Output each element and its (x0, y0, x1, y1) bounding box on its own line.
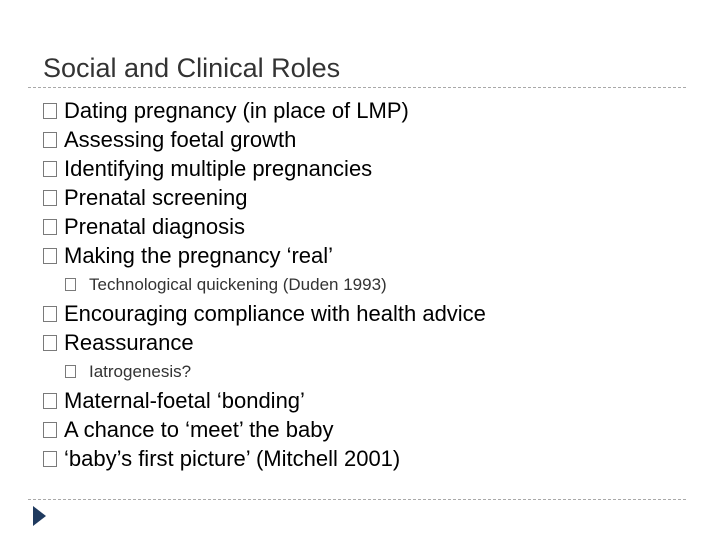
sub-bullet-box-icon (65, 365, 76, 378)
bullet-item (43, 415, 486, 444)
bullet-box-icon (43, 335, 57, 351)
bullet-text: Identifying multiple pregnancies (64, 155, 373, 181)
slide-title: Social and Clinical Roles (43, 53, 341, 83)
bullet-item (43, 154, 486, 183)
bullet-box-icon (43, 132, 57, 148)
bullet-text: A chance to ‘meet’ the baby (64, 416, 334, 442)
bullet-text: ‘baby’s first picture’ (Mitchell 2001) (64, 445, 401, 471)
bullet-item (43, 299, 486, 328)
sub-bullet-text: Iatrogenesis? (89, 361, 192, 381)
bullet-box-icon (43, 219, 57, 235)
bullet-text: Making the pregnancy ‘real’ (64, 242, 334, 268)
bullet-box-icon (43, 190, 57, 206)
footer-divider (28, 499, 686, 500)
bullet-box-icon (43, 393, 57, 409)
bullet-box-icon (43, 103, 57, 119)
play-arrow-icon[interactable] (33, 506, 46, 526)
sub-bullet-text: Technological quickening (Duden 1993) (89, 274, 387, 294)
sub-bullet-item (43, 270, 486, 299)
bullet-item (43, 96, 486, 125)
bullet-box-icon (43, 161, 57, 177)
bullet-item (43, 444, 486, 473)
bullet-item (43, 328, 486, 357)
bullet-text: Prenatal diagnosis (64, 213, 246, 239)
bullet-text: Prenatal screening (64, 184, 248, 210)
bullet-box-icon (43, 451, 57, 467)
sub-bullet-item (43, 357, 486, 386)
sub-bullet-box-icon (65, 278, 76, 291)
bullet-item (43, 241, 486, 270)
bullet-list (43, 96, 486, 473)
bullet-text: Dating pregnancy (in place of LMP) (64, 97, 409, 123)
bullet-text: Reassurance (64, 329, 194, 355)
bullet-item (43, 212, 486, 241)
bullet-box-icon (43, 306, 57, 322)
bullet-item (43, 125, 486, 154)
bullet-box-icon (43, 422, 57, 438)
bullet-box-icon (43, 248, 57, 264)
bullet-item (43, 183, 486, 212)
bullet-text: Maternal-foetal ‘bonding’ (64, 387, 305, 413)
bullet-text: Assessing foetal growth (64, 126, 297, 152)
bullet-item (43, 386, 486, 415)
title-divider (28, 87, 686, 88)
bullet-text: Encouraging compliance with health advice (64, 300, 486, 326)
